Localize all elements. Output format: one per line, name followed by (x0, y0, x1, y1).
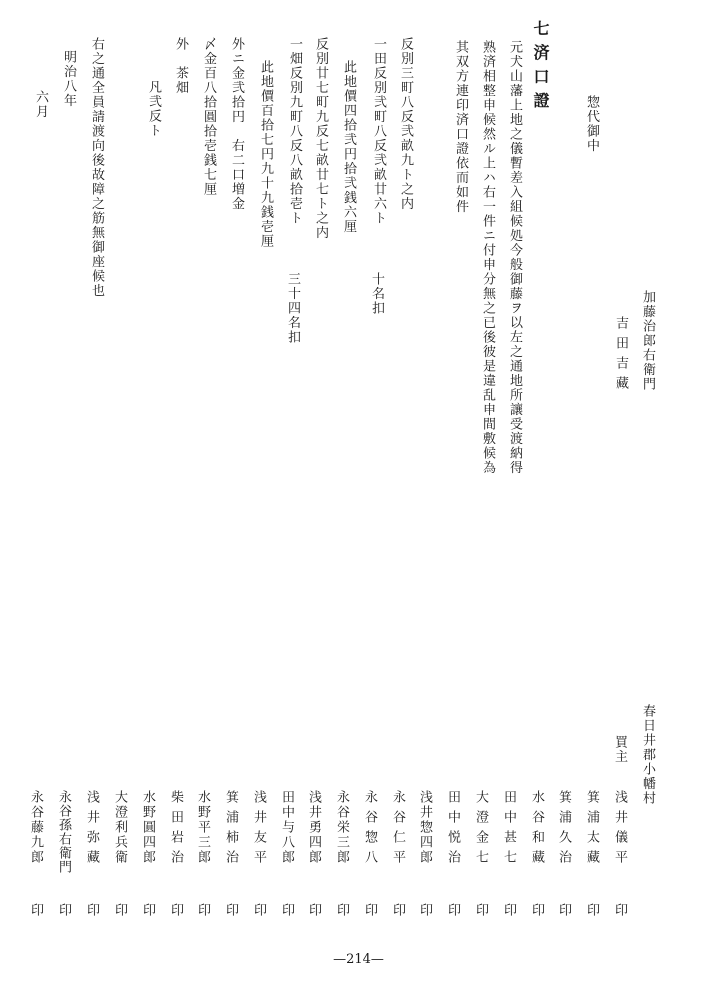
body-line-2: 熟済相整申候然ル上ハ右一件ニ付申分無之已後彼是違乱申間敷候為 (480, 40, 495, 475)
signatory: 箕浦久治 (556, 790, 571, 870)
seal: 印 (445, 903, 460, 918)
signatory: 箕浦柿治 (223, 790, 238, 870)
seal: 印 (168, 903, 183, 918)
signatory: 大澄利兵衛 (112, 790, 127, 865)
signatory: 浅井勇四郎 (306, 790, 321, 865)
seal: 印 (112, 903, 127, 918)
seal: 印 (556, 903, 571, 918)
seal: 印 (390, 903, 405, 918)
land-item-5: 一畑反別九町八反八畝拾壱ト (287, 37, 302, 226)
signatory: 水野平三郎 (195, 790, 210, 865)
page-number: —214— (333, 952, 384, 967)
date-year: 明治八年 (61, 50, 76, 108)
closing-line: 右之通全員請渡向後故障之筋無御座候也 (89, 37, 104, 298)
seal: 印 (223, 903, 238, 918)
signatory: 水野圓四郎 (140, 790, 155, 865)
signatory: 浅井儀平 (612, 790, 627, 870)
recipients-general: 惣代御中 (584, 95, 599, 153)
seal: 印 (529, 903, 544, 918)
seal: 印 (473, 903, 488, 918)
signatory: 箕浦太藏 (584, 790, 599, 870)
signatory: 浅井惣四郎 (417, 790, 432, 865)
recipient-2: 吉田吉藏 (613, 316, 628, 396)
signatory: 永谷孫右衛門 (56, 790, 71, 874)
signatory: 永谷惣八 (362, 790, 377, 870)
seal: 印 (501, 903, 516, 918)
land-item-8: 〆金百八拾圓拾壱銭七厘 (201, 37, 216, 197)
land-item-10: 凡弐反ト (146, 80, 161, 138)
land-item-1: 反別三町八反弐畝九ト之内 (398, 37, 413, 211)
seal: 印 (140, 903, 155, 918)
land-item-9: 外 茶畑 (173, 37, 188, 95)
signatory: 柴田岩治 (168, 790, 183, 870)
buyer-label: 買主 (612, 735, 627, 764)
seal: 印 (334, 903, 349, 918)
signatory: 水谷和藏 (529, 790, 544, 870)
seal: 印 (56, 903, 71, 918)
seal: 印 (584, 903, 599, 918)
land-item-7: 外ニ金弐拾円 右二口増金 (229, 37, 244, 211)
seal: 印 (417, 903, 432, 918)
seal: 印 (84, 903, 99, 918)
body-line-1: 元犬山藩上地之儀暫差入組候処今般御藤ヲ以左之通地所讓受渡納得 (507, 40, 522, 475)
date-month: 六月 (33, 90, 48, 119)
signatory: 永谷藤九郎 (28, 790, 43, 865)
signatory: 田中与八郎 (279, 790, 294, 865)
land-item-6: 此地價百拾七円九十九銭壱厘 (258, 60, 273, 249)
land-item-2-note: 十名扣 (369, 272, 384, 316)
signatory: 浅井友平 (251, 790, 266, 870)
section-title: 七済口證 (531, 20, 550, 116)
land-item-2: 一田反別弐町八反弐畝廿六ト (371, 37, 386, 226)
signatory: 大澄金七 (473, 790, 488, 870)
body-line-3: 其双方連印済口證依而如件 (453, 40, 468, 214)
seal: 印 (251, 903, 266, 918)
signatory: 永谷仁平 (390, 790, 405, 870)
signatory: 田中甚七 (501, 790, 516, 870)
signatory: 浅井弥藏 (84, 790, 99, 870)
land-item-5-note: 三十四名扣 (285, 272, 300, 345)
village-name: 春日井郡小幡村 (640, 704, 655, 806)
seal: 印 (306, 903, 321, 918)
land-item-4: 反別廿七町九反七畝廿七ト之内 (313, 37, 328, 240)
land-item-3: 此地價四拾弐円拾弐銭六厘 (341, 60, 356, 234)
seal: 印 (195, 903, 210, 918)
seal: 印 (612, 903, 627, 918)
signatory: 田中悦治 (445, 790, 460, 870)
seal: 印 (279, 903, 294, 918)
signatory: 永谷栄三郎 (334, 790, 349, 865)
recipient-1: 加藤治郎右衛門 (640, 290, 655, 392)
seal: 印 (28, 903, 43, 918)
seal: 印 (362, 903, 377, 918)
